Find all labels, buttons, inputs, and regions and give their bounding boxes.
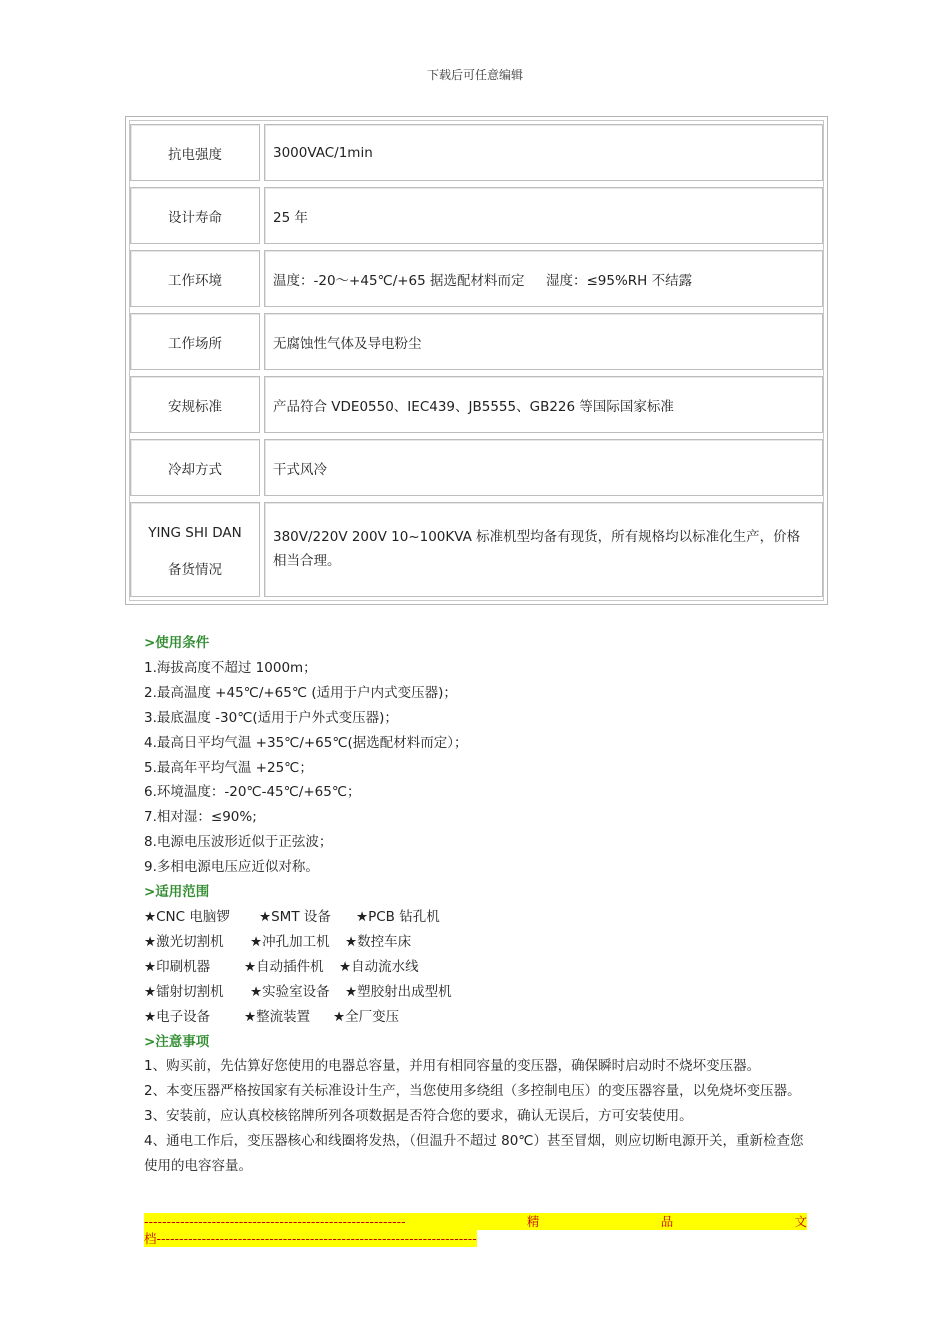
application-item: ★PCB 钻孔机 bbox=[356, 908, 440, 925]
applications-row bbox=[144, 955, 809, 980]
spec-value: 干式风冷 bbox=[264, 439, 823, 496]
application-item: ★镭射切割机 bbox=[144, 983, 224, 1000]
spec-label: 安规标准 bbox=[130, 376, 260, 433]
watermark-footer bbox=[144, 1213, 807, 1247]
spec-label-stock bbox=[130, 502, 260, 597]
note-item: 4、通电工作后，变压器核心和线圈将发热，（但温升不超过 80℃）甚至冒烟，则应切断电源开关，重新检查您使用的电容容量。 bbox=[144, 1133, 804, 1175]
spec-value: 温度：-20～+45℃/+65 据选配材料而定 湿度：≤95%RH 不结露 bbox=[264, 250, 823, 307]
applications-row bbox=[144, 930, 809, 955]
application-item: ★自动插件机 bbox=[244, 958, 324, 975]
usage-item: 8.电源电压波形近似于正弦波； bbox=[144, 834, 333, 851]
spec-table bbox=[125, 116, 828, 605]
spec-label: 工作场所 bbox=[130, 313, 260, 370]
applications-row bbox=[144, 1005, 809, 1030]
spec-label: 冷却方式 bbox=[130, 439, 260, 496]
footer-char: 文 bbox=[794, 1214, 807, 1229]
application-item: ★全厂变压 bbox=[333, 1008, 400, 1025]
note-item: 1、购买前，先估算好您使用的电器总容量，并用有相同容量的变压器，确保瞬时启动时不烧坏变压器。 bbox=[144, 1058, 761, 1075]
application-item: ★冲孔加工机 bbox=[250, 933, 330, 950]
usage-item: 9.多相电源电压应近似对称。 bbox=[144, 859, 319, 876]
application-item: ★CNC 电脑锣 bbox=[144, 908, 230, 925]
spec-label: 工作环境 bbox=[130, 250, 260, 307]
application-item: ★激光切割机 bbox=[144, 933, 224, 950]
spec-value: 25 年 bbox=[264, 187, 823, 244]
spec-label: 抗电强度 bbox=[130, 124, 260, 181]
footer-line-2: 档----------------------------------------------------------------------- bbox=[144, 1231, 477, 1246]
spec-value: 3000VAC/1min bbox=[264, 124, 823, 181]
stock-label-bottom: 备货情况 bbox=[168, 562, 222, 578]
application-item: ★塑胶射出成型机 bbox=[345, 983, 452, 1000]
footer-char: 品 bbox=[660, 1214, 674, 1229]
note-item: 2、本变压器严格按国家有关标准设计生产，当您使用多绕组（多控制电压）的变压器容量，以免烧坏变压器。 bbox=[144, 1083, 801, 1100]
notes-title: >注意事项 bbox=[144, 1033, 210, 1050]
note-item: 3、安装前，应认真校核铭牌所列各项数据是否符合您的要求，确认无误后，方可安装使用。 bbox=[144, 1108, 693, 1125]
applications-row bbox=[144, 905, 809, 930]
usage-item: 4.最高日平均气温 +35℃/+65℃(据选配材料而定）； bbox=[144, 734, 468, 751]
applications-title: >适用范围 bbox=[144, 884, 210, 901]
usage-item: 3.最底温度 -30℃(适用于户外式变压器)； bbox=[144, 709, 398, 726]
spec-value: 无腐蚀性气体及导电粉尘 bbox=[264, 313, 823, 370]
footer-char: 精 bbox=[526, 1214, 540, 1229]
spec-label: 设计寿命 bbox=[130, 187, 260, 244]
main-content bbox=[144, 631, 809, 1179]
usage-item: 7.相对湿：≤90%; bbox=[144, 809, 257, 826]
spec-row-stock bbox=[130, 499, 823, 600]
footer-dashes: ---------------------------------------------------------- bbox=[144, 1214, 406, 1229]
spec-value-stock: 380V/220V 200V 10~100KVA 标准机型均备有现货，所有规格均以标准化生产，价格相当合理。 bbox=[264, 502, 823, 597]
spec-row bbox=[130, 373, 823, 436]
spec-row bbox=[130, 310, 823, 373]
page-header: 下载后可任意编辑 bbox=[426, 68, 523, 82]
application-item: ★SMT 设备 bbox=[259, 908, 331, 925]
footer-line-1 bbox=[144, 1213, 807, 1230]
application-item: ★整流装置 bbox=[244, 1008, 311, 1025]
spec-row bbox=[130, 247, 823, 310]
usage-item: 2.最高温度 +45℃/+65℃ (适用于户内式变压器)； bbox=[144, 684, 457, 701]
usage-item: 6.环境温度：-20℃-45℃/+65℃； bbox=[144, 784, 361, 801]
application-item: ★实验室设备 bbox=[250, 983, 330, 1000]
spec-value: 产品符合 VDE0550、IEC439、JB5555、GB226 等国际国家标准 bbox=[264, 376, 823, 433]
spec-row bbox=[130, 436, 823, 499]
application-item: ★电子设备 bbox=[144, 1008, 211, 1025]
applications-row bbox=[144, 980, 809, 1005]
spec-row bbox=[130, 184, 823, 247]
application-item: ★印刷机器 bbox=[144, 958, 211, 975]
usage-title: >使用条件 bbox=[144, 635, 210, 651]
usage-item: 1.海拔高度不超过 1000m； bbox=[144, 659, 317, 676]
usage-item: 5.最高年平均气温 +25℃； bbox=[144, 759, 313, 776]
application-item: ★自动流水线 bbox=[339, 958, 419, 975]
application-item: ★数控车床 bbox=[345, 933, 412, 950]
stock-label-top: YING SHI DAN bbox=[148, 525, 242, 541]
spec-row bbox=[130, 121, 823, 184]
